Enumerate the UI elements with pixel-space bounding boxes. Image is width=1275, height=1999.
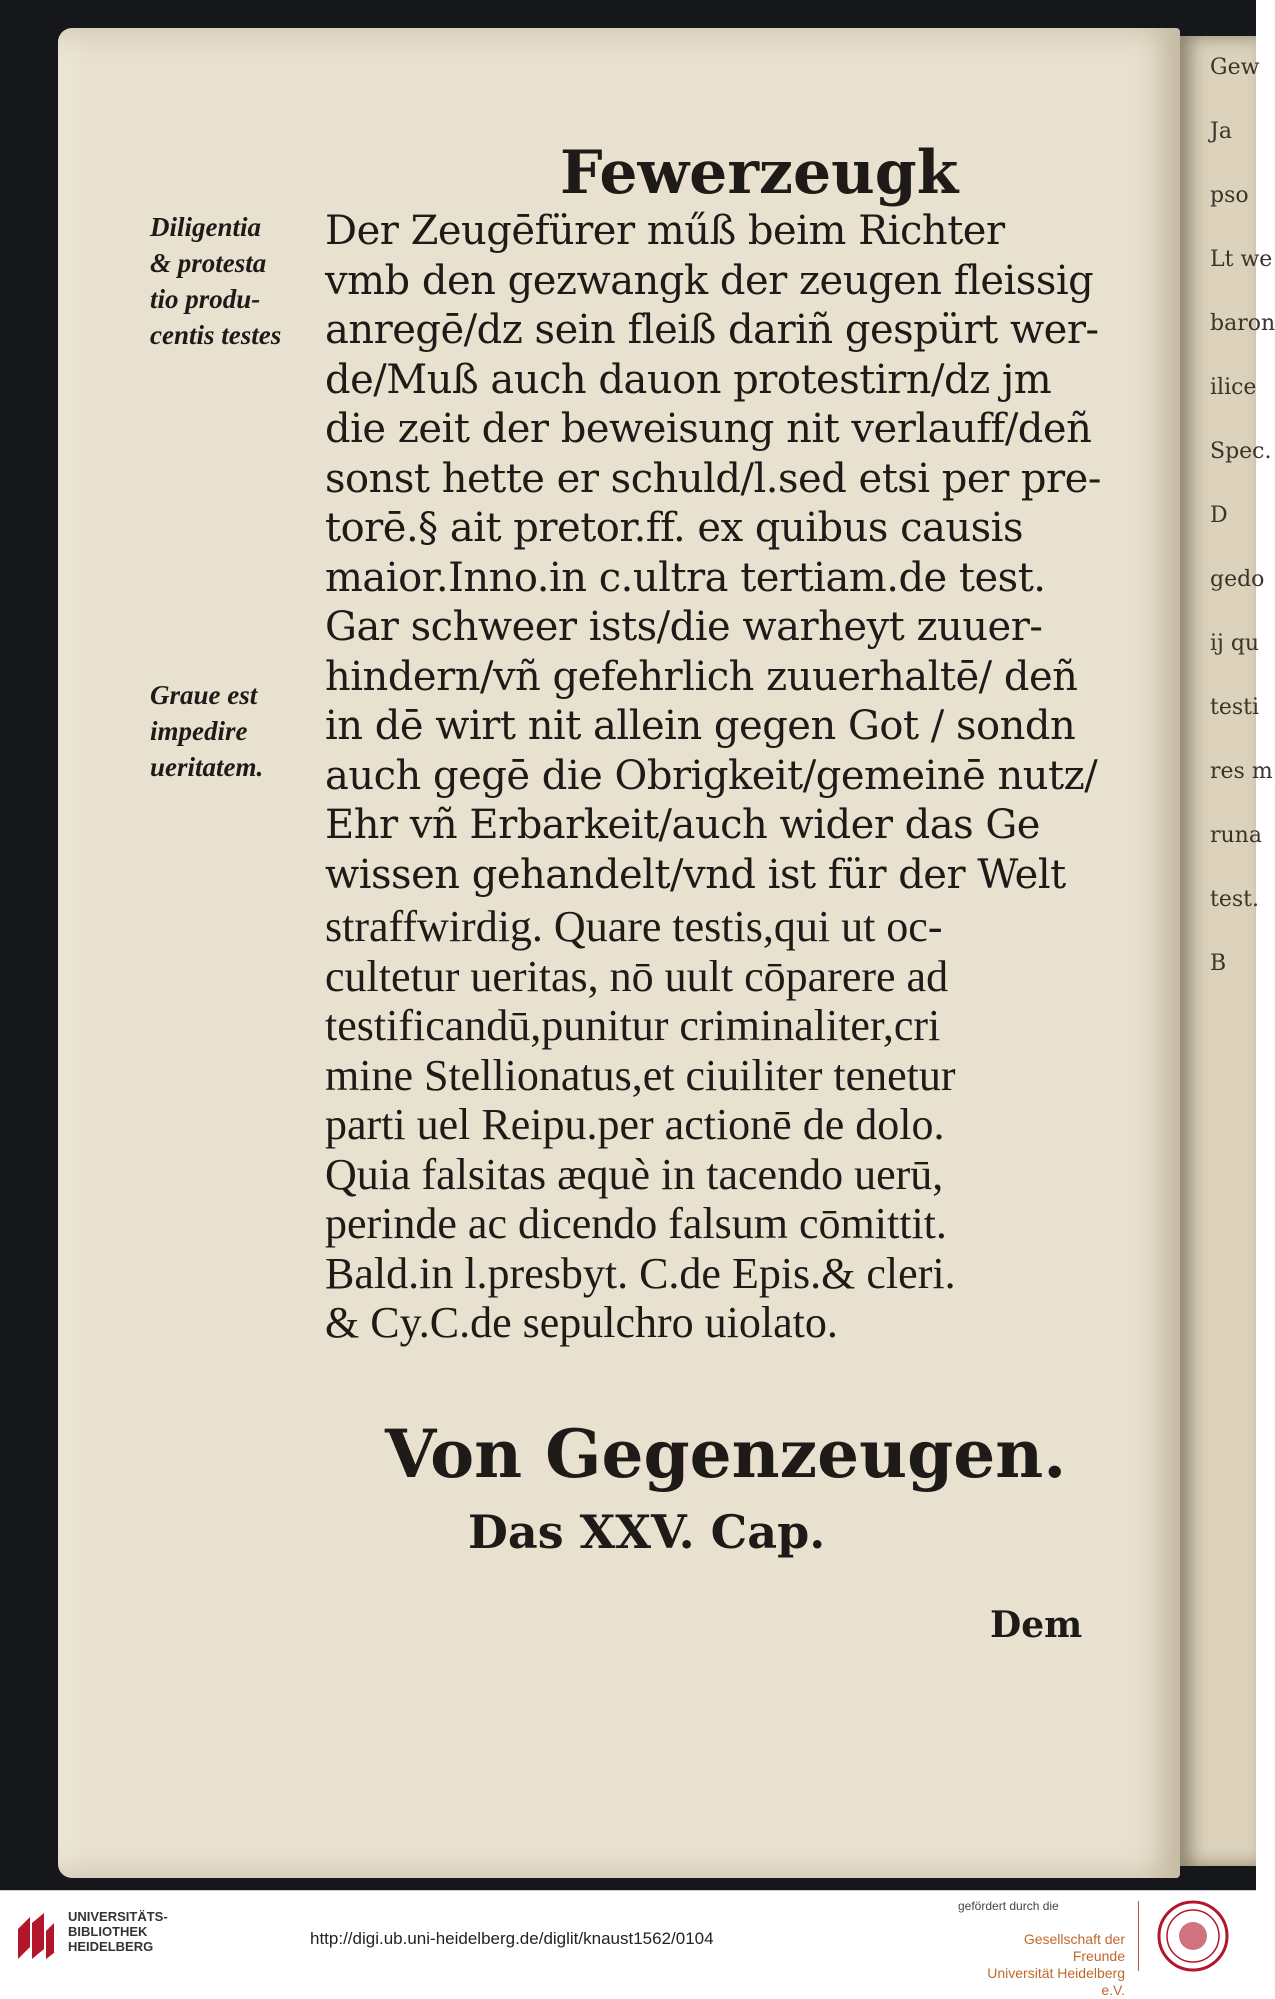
sponsor-prefix: gefördert durch die — [958, 1899, 1059, 1913]
next-page-fragment: gedo — [1210, 567, 1265, 592]
next-page-fragment: res m — [1210, 759, 1273, 784]
next-page-fragment: baron — [1210, 311, 1275, 336]
university-library-logo-icon — [14, 1909, 56, 1963]
next-page-fragment: runa — [1210, 823, 1262, 848]
next-page-fragment: D — [1210, 503, 1228, 528]
body-line: vmb den gezwangk der zeugen fleissig — [325, 257, 1094, 304]
next-page-fragment: Ja — [1210, 119, 1232, 144]
next-page-fragment: testi — [1210, 695, 1260, 720]
margin-note-line: Diligentia — [150, 212, 262, 242]
institution-line: BIBLIOTHEK — [68, 1924, 148, 1939]
chapter-number: Das XXV. Cap. — [468, 1505, 826, 1559]
body-line: Der Zeugēfürer műß beim Richter — [325, 208, 1005, 254]
body-line: de/Muß auch dauon protestirn/dz jm — [325, 356, 1052, 403]
margin-note-line: tio produ- — [150, 284, 261, 314]
body-line: in dē wirt nit allein gegen Got / sondn — [325, 703, 1076, 749]
body-line: wissen gehandelt/vnd ist für der Welt — [325, 851, 1066, 898]
body-line: auch gegē die Obrigkeit/gemeinē nutz/ — [325, 752, 1098, 799]
body-line: hindern/vñ gefehrlich zuuerhaltē/ deñ — [325, 653, 1078, 700]
body-line: parti uel Reipu.per actionē de dolo. — [325, 1100, 945, 1149]
body-line: perinde ac dicendo falsum cōmittit. — [325, 1199, 947, 1248]
body-line: Quia falsitas æquè in tacendo uerū, — [325, 1149, 944, 1199]
body-line: anregē/dz sein fleiß dariñ gespürt wer- — [325, 307, 1099, 353]
margin-note-line: centis testes — [150, 320, 282, 350]
next-page-edge — [1180, 36, 1275, 1866]
body-line: testificandū,punitur criminaliter,cri — [325, 1001, 941, 1050]
body-line: mine Stellionatus,et ciuiliter tenetur — [325, 1050, 956, 1100]
sponsor-name — [975, 1931, 1125, 1999]
body-line: Bald.in l.presbyt. C.de Epis.& cleri. — [325, 1248, 956, 1298]
body-line: Ehr vñ Erbarkeit/auch wider das Ge — [325, 802, 1040, 848]
next-page-fragment: Lt we — [1210, 247, 1273, 272]
body-line: Gar schweer ists/die warheyt zuuer- — [325, 604, 1043, 650]
footer-bar — [0, 1890, 1256, 1998]
university-seal-icon — [1156, 1899, 1230, 1973]
margin-note-line: & protesta — [150, 248, 267, 278]
next-page-fragment: Gew — [1210, 55, 1260, 80]
permalink[interactable]: http://digi.ub.uni-heidelberg.de/diglit/knaust1562/0104 — [310, 1929, 714, 1948]
margin-note-line: Graue est — [150, 680, 258, 710]
body-line: sonst hette er schuld/l.sed etsi per pre- — [325, 455, 1101, 502]
body-line: die zeit der beweisung nit verlauff/deñ — [325, 406, 1092, 452]
institution-name — [68, 1909, 168, 1954]
margin-note-line: impedire — [150, 716, 248, 746]
sponsor-line: Gesellschaft der Freunde — [1023, 1931, 1125, 1964]
next-page-fragment: Spec. — [1210, 439, 1272, 464]
body-line: cultetur ueritas, nō uult cōparere ad — [325, 951, 949, 1001]
institution-line: UNIVERSITÄTS- — [68, 1909, 168, 1924]
catchword: Dem — [990, 1604, 1083, 1646]
next-page-fragment: test. — [1210, 887, 1259, 912]
footer-divider — [1138, 1901, 1139, 1971]
margin-note-line: ueritatem. — [150, 752, 264, 782]
next-page-fragment: B — [1210, 951, 1227, 976]
body-line: straffwirdig. Quare testis,qui ut oc- — [325, 902, 943, 951]
running-head: Fewerzeugk — [560, 138, 959, 208]
body-line: torē.§ ait pretor.ff. ex quibus causis — [325, 505, 1023, 551]
next-page-fragment: pso — [1210, 183, 1249, 208]
institution-line: HEIDELBERG — [68, 1939, 154, 1954]
body-line: maior.Inno.in c.ultra tertiam.de test. — [325, 554, 1046, 601]
next-page-fragment: ij qu — [1210, 631, 1260, 656]
next-page-fragment: ilice — [1210, 375, 1257, 400]
sponsor-line: Universität Heidelberg e.V. — [987, 1965, 1125, 1998]
chapter-title: Von Gegenzeugen. — [385, 1415, 1067, 1493]
body-line: & Cy.C.de sepulchro uiolato. — [325, 1298, 838, 1347]
